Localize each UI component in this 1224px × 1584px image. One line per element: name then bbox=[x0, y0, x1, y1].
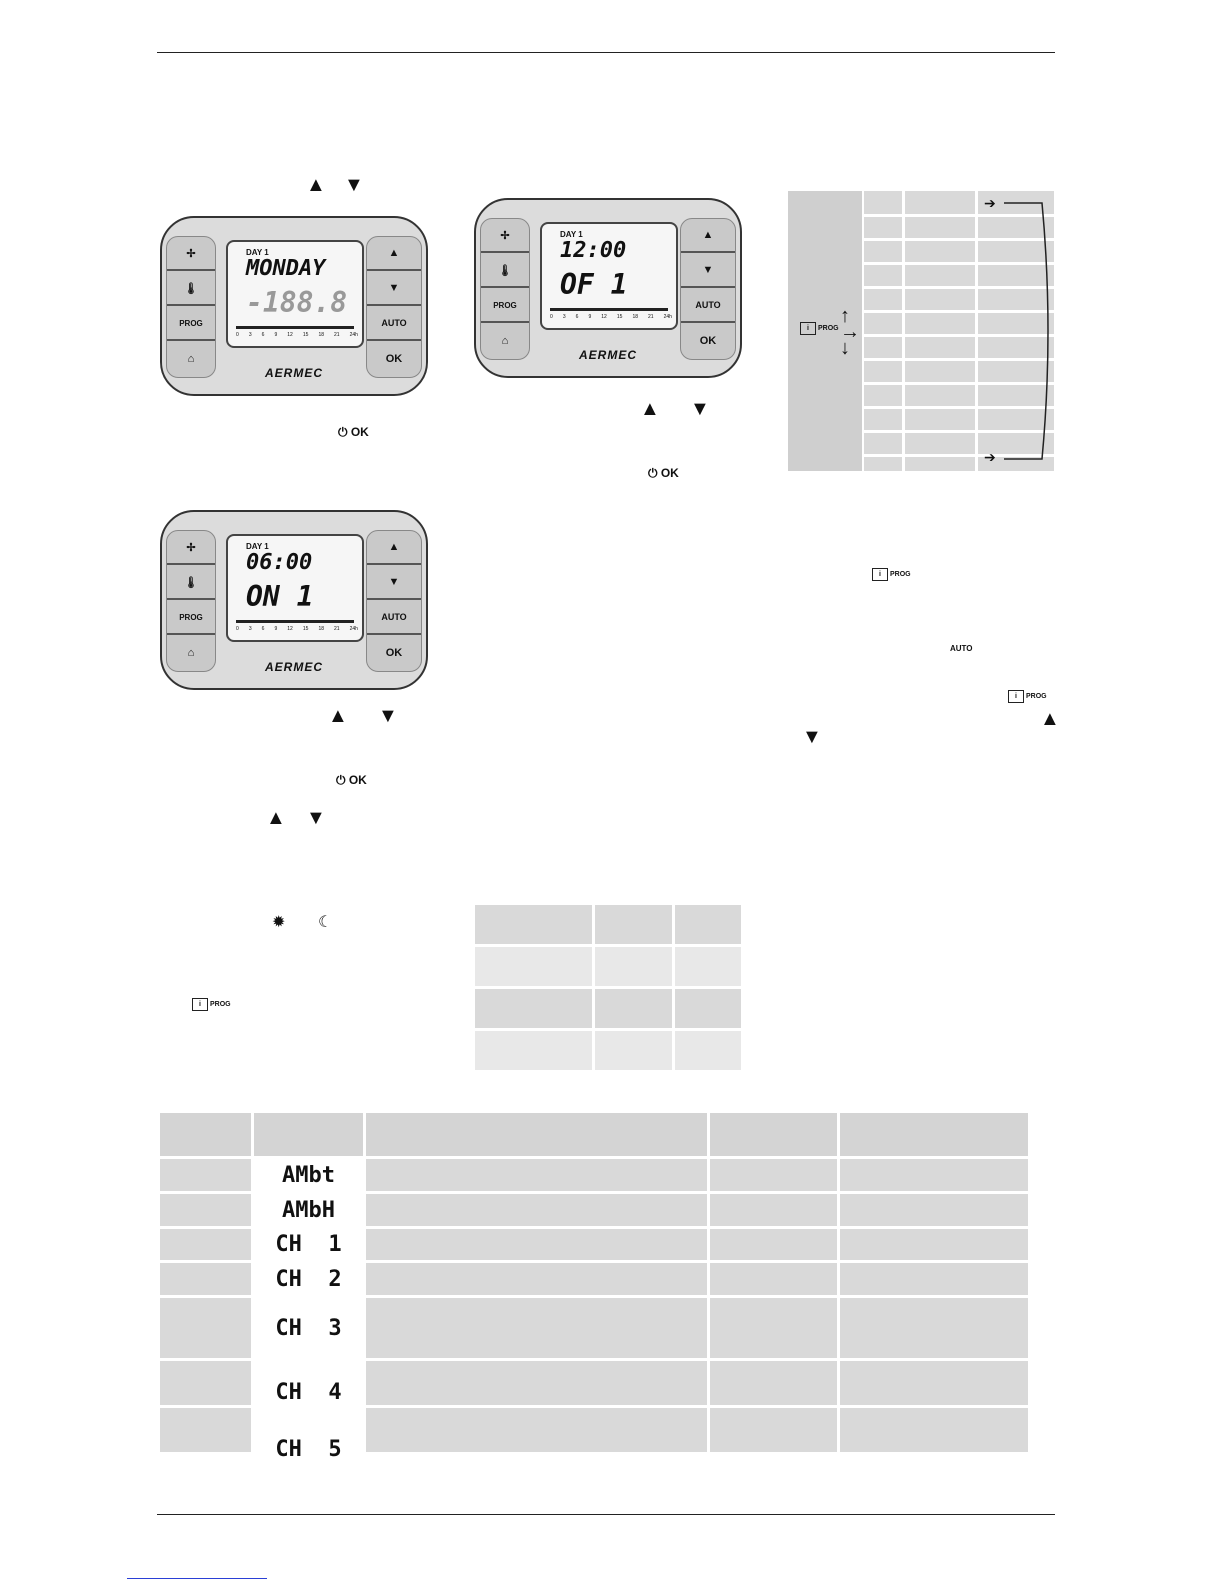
right-button-column bbox=[366, 236, 422, 378]
down-arrow-icon: ▼ bbox=[378, 705, 398, 727]
temp-fan-button[interactable]: 🌡 bbox=[167, 272, 215, 306]
up-arrow-icon: ▲ bbox=[640, 398, 660, 420]
schedule-table bbox=[475, 905, 741, 1070]
home-holiday-button[interactable]: ⌂ bbox=[501, 335, 509, 347]
ok-power-icon: ⏻ OK bbox=[336, 773, 367, 787]
ok-button[interactable]: OK bbox=[385, 353, 403, 365]
down-arrow-icon: ▼ bbox=[690, 398, 710, 420]
brand-logo: AERMEC bbox=[264, 660, 323, 674]
auto-button[interactable]: AUTO bbox=[367, 601, 421, 635]
footer-link-underline bbox=[127, 1578, 267, 1579]
down-arrow-icon: ▼ bbox=[306, 807, 326, 829]
left-button-column bbox=[480, 218, 530, 360]
arrow-icon: ➔ bbox=[984, 195, 996, 211]
prog-icon: i PROG bbox=[192, 998, 231, 1011]
fan-button[interactable]: ✢ bbox=[167, 237, 215, 271]
down-button[interactable]: ▼ bbox=[367, 566, 421, 600]
down-button[interactable]: ▼ bbox=[367, 272, 421, 306]
sun-icon: ✹ bbox=[272, 914, 286, 931]
display-code: CH 4 bbox=[254, 1361, 363, 1405]
thermostat-panel-2 bbox=[474, 198, 742, 378]
brand-logo: AERMEC bbox=[264, 366, 323, 380]
ok-power-icon: ⏻ OK bbox=[648, 466, 679, 480]
prog-button[interactable]: PROG bbox=[481, 289, 529, 323]
thermostat-panel-1 bbox=[160, 216, 428, 396]
home-holiday-button[interactable]: ⌂ bbox=[187, 647, 195, 659]
fan-button[interactable]: ✢ bbox=[481, 219, 529, 253]
lcd-time-ticks: 0 3 6 9 12 15 18 21 24h bbox=[550, 314, 672, 320]
down-arrow-icon: ▼ bbox=[802, 726, 822, 748]
lcd-line-1: 06:00 bbox=[246, 550, 313, 575]
bottom-rule bbox=[157, 1514, 1055, 1515]
up-arrow-icon: ▲ bbox=[306, 174, 326, 196]
ok-button[interactable]: OK bbox=[699, 335, 717, 347]
lcd-time-ticks: 0 3 6 9 12 15 18 21 24h bbox=[236, 332, 358, 338]
prog-button[interactable]: PROG bbox=[167, 601, 215, 635]
up-button[interactable]: ▲ bbox=[681, 219, 735, 253]
display-code: AMbt bbox=[254, 1159, 363, 1191]
up-arrow-icon: ▲ bbox=[328, 705, 348, 727]
auto-icon: AUTO bbox=[950, 644, 973, 653]
up-button[interactable]: ▲ bbox=[367, 531, 421, 565]
arrow-icon: ➔ bbox=[984, 449, 996, 465]
lcd-display bbox=[226, 240, 364, 348]
display-code: AMbH bbox=[254, 1194, 363, 1226]
cycle-arrows-icon: ↑ → ↓ bbox=[840, 305, 860, 359]
left-button-column bbox=[166, 236, 216, 378]
auto-button[interactable]: AUTO bbox=[367, 307, 421, 341]
display-code: CH 2 bbox=[254, 1263, 363, 1295]
prog-icon: i PROG bbox=[872, 568, 911, 581]
display-code: CH 5 bbox=[254, 1408, 363, 1464]
lcd-line-2: OF 1 bbox=[560, 268, 628, 301]
display-code: CH 1 bbox=[254, 1229, 363, 1260]
right-button-column bbox=[680, 218, 736, 360]
display-table-header-divider bbox=[707, 1113, 710, 1156]
brand-logo: AERMEC bbox=[578, 348, 637, 362]
prog-icon: i PROG bbox=[1008, 690, 1047, 703]
display-code: CH 3 bbox=[254, 1298, 363, 1358]
lcd-day-label: DAY 1 bbox=[246, 542, 269, 551]
sequence-table-grid bbox=[864, 191, 1054, 471]
moon-icon: ☾ bbox=[318, 914, 333, 931]
lcd-time-ticks: 0 3 6 9 12 15 18 21 24h bbox=[236, 626, 358, 632]
right-button-column bbox=[366, 530, 422, 672]
ok-power-icon: ⏻ OK bbox=[338, 425, 369, 439]
display-table-header-divider bbox=[837, 1113, 840, 1156]
temp-fan-button[interactable]: 🌡 bbox=[167, 566, 215, 600]
auto-button[interactable]: AUTO bbox=[681, 289, 735, 323]
left-button-column bbox=[166, 530, 216, 672]
lcd-display bbox=[540, 222, 678, 330]
ok-button[interactable]: OK bbox=[385, 647, 403, 659]
down-button[interactable]: ▼ bbox=[681, 254, 735, 288]
lcd-display bbox=[226, 534, 364, 642]
prog-button[interactable]: PROG bbox=[167, 307, 215, 341]
display-table-header bbox=[160, 1113, 1028, 1156]
up-arrow-icon: ▲ bbox=[1040, 708, 1060, 730]
display-table-header-dividers bbox=[251, 1113, 254, 1156]
lcd-day-label: DAY 1 bbox=[246, 248, 269, 257]
lcd-day-label: DAY 1 bbox=[560, 230, 583, 239]
home-holiday-button[interactable]: ⌂ bbox=[187, 353, 195, 365]
prog-icon: i PROG bbox=[800, 322, 839, 335]
down-arrow-icon: ▼ bbox=[344, 174, 364, 196]
up-button[interactable]: ▲ bbox=[367, 237, 421, 271]
thermostat-panel-3 bbox=[160, 510, 428, 690]
display-table-header-divider bbox=[363, 1113, 366, 1156]
fan-button[interactable]: ✢ bbox=[167, 531, 215, 565]
up-arrow-icon: ▲ bbox=[266, 807, 286, 829]
lcd-line-1: MONDAY bbox=[246, 256, 326, 281]
top-rule bbox=[157, 52, 1055, 53]
lcd-line-2: -188.8 bbox=[246, 286, 348, 319]
lcd-line-2: ON 1 bbox=[246, 580, 314, 613]
temp-fan-button[interactable]: 🌡 bbox=[481, 254, 529, 288]
lcd-line-1: 12:00 bbox=[560, 238, 627, 263]
